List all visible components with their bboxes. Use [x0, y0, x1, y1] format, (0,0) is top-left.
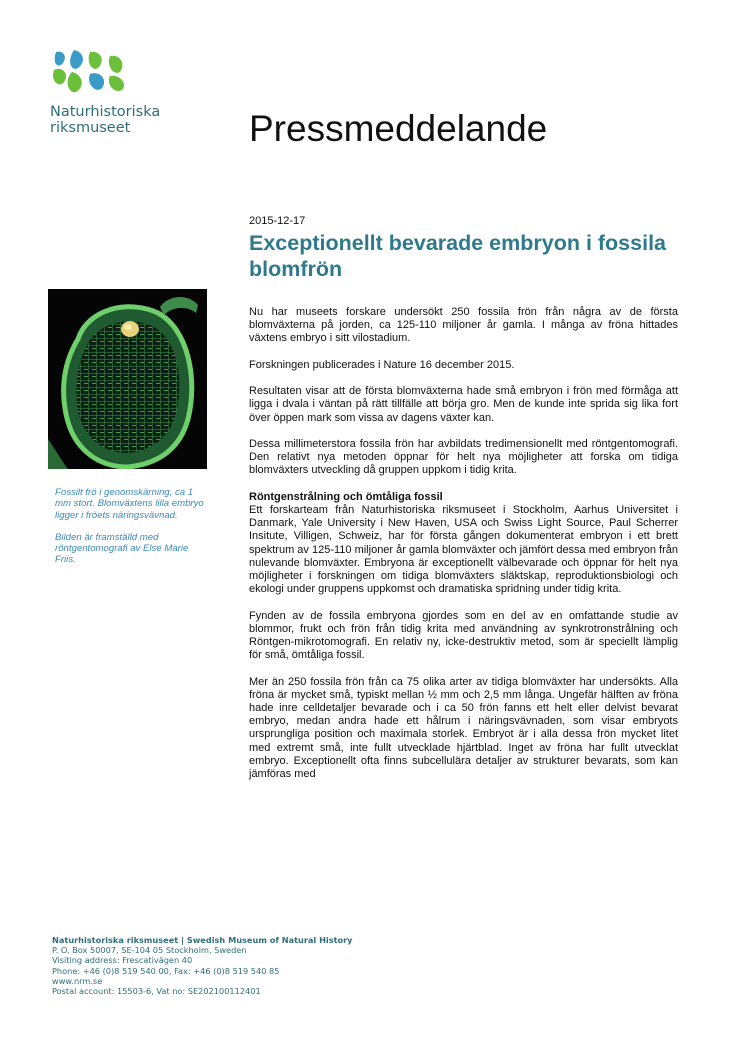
paragraph-4: Dessa millimeterstora fossila frön har avbildats tredimensionellt med röntgentomografi. Den relativt nya metoden öppnar för helt nya möjligheter att forska om tidiga blomväxters utveckling då gruppen uppkom i tidig krita. — [249, 437, 678, 477]
paragraph-3: Resultaten visar att de första blomväxterna hade små embryon i frön med förmåga att ligga i dvala i väntan på rätt tillfälle att börja gro. Men de kunde inte sprida sig lika fort över öppen mark som vissa av dagens växter kan. — [249, 385, 678, 424]
headline: Exceptionellt bevarade embryon i fossila blomfrön — [249, 231, 667, 281]
footer-phone: Phone: +46 (0)8 519 540 00, Fax: +46 (0)8 519 540 85 — [52, 965, 280, 976]
image-caption — [55, 487, 205, 577]
footer-visiting: Visiting address: Frescativägen 40 — [52, 955, 193, 966]
logo-line-1: Naturhistoriska — [50, 104, 161, 120]
museum-logo — [50, 48, 170, 136]
footer-address: P. O. Box 50007, SE-104 05 Stockholm, Sweden — [52, 945, 247, 956]
footer-org: Naturhistoriska riksmuseet | Swedish Museum of Natural History — [52, 935, 353, 945]
paragraph-7: Mer än 250 fossila frön från ca 75 olika arter av tidiga blomväxter har undersökts. Alla fröna är mycket små, typiskt mellan ½ mm och 2,5 mm långa. Ungefär hälften av fröna hade inre celldetaljer bevarade och i ca 50 frön fanns ett helt eller delvist bevarat embryo, medan andra hade ett hålrum i näringsvävnaden, som visar embryots ursprungliga position och maximala storlek. Embryot är i alla dessa frön mycket litet med extremt små, inte fullt utvecklade hjärtblad. Inget av fröna har fullt utvecklat embryo. Exceptionellt ofta finns subcellulära detaljer av strukturer bevarats, som kan jämföras med — [249, 675, 678, 781]
caption-text: Fossilt frö i genomskärning, ca 1 mm stort. Blomväxtens lilla embryo ligger i fröets näringsvävnad. — [55, 487, 204, 521]
paragraph-5: Ett forskarteam från Naturhistoriska riksmuseet i Stockholm, Aarhus Universitet i Danmark, Yale University i New Haven, USA och Swiss Light Source, Paul Scherrer Insitute, Villigen, Schweiz, har för första gången dokumenterat embryon i ett brett spektrum av 125-110 miljoner år gamla blomväxter och jämfört dessa med embryon från nulevande blomväxter. Embryona är exceptionellt välbevarade och öppnar för helt nya möjligheter i forskningen om tidiga blomväxters släktskap, reproduktionsbiologi och ekologi under gruppens uppkomst och dramatiska spridning under tidig krita. — [249, 503, 678, 596]
subheading: Röntgenstrålning och ömtåliga fossil — [249, 490, 443, 503]
paragraph-2: Forskningen publicerades i Nature 16 december 2015. — [249, 358, 515, 371]
logo-line-2: riksmuseet — [50, 120, 131, 136]
paragraph-6: Fynden av de fossila embryona gjordes som en del av en omfattande studie av blommor, frukt och frön från tidig krita med användning av synkrotronstrålning och Röntgen-mikrotomografi. En relativ ny, icke-destruktiv metod, som är speciellt lämplig för små, ömtåliga fossil. — [249, 609, 678, 662]
footer — [52, 935, 372, 996]
document-title: Pressmeddelande — [249, 108, 548, 149]
article-body — [249, 306, 678, 781]
caption-credit: Bilden är framställd med röntgentomografi av Else Marie Friis. — [55, 531, 189, 566]
footer-postal: Postal account: 15503-6, Vat no: SE202100112401 — [52, 986, 261, 997]
paragraph-1: Nu har museets forskare undersökt 250 fossila frön från några av de första blomväxterna på jorden, ca 125-110 miljoner år gamla. I många av fröna hittades växtens embryo i sitt vilostadium. — [249, 306, 678, 345]
release-date: 2015-12-17 — [249, 215, 306, 227]
footer-web: www.nrm.se — [52, 975, 103, 986]
fossil-seed-image — [48, 289, 207, 469]
nrm-logo-icon — [50, 48, 130, 94]
